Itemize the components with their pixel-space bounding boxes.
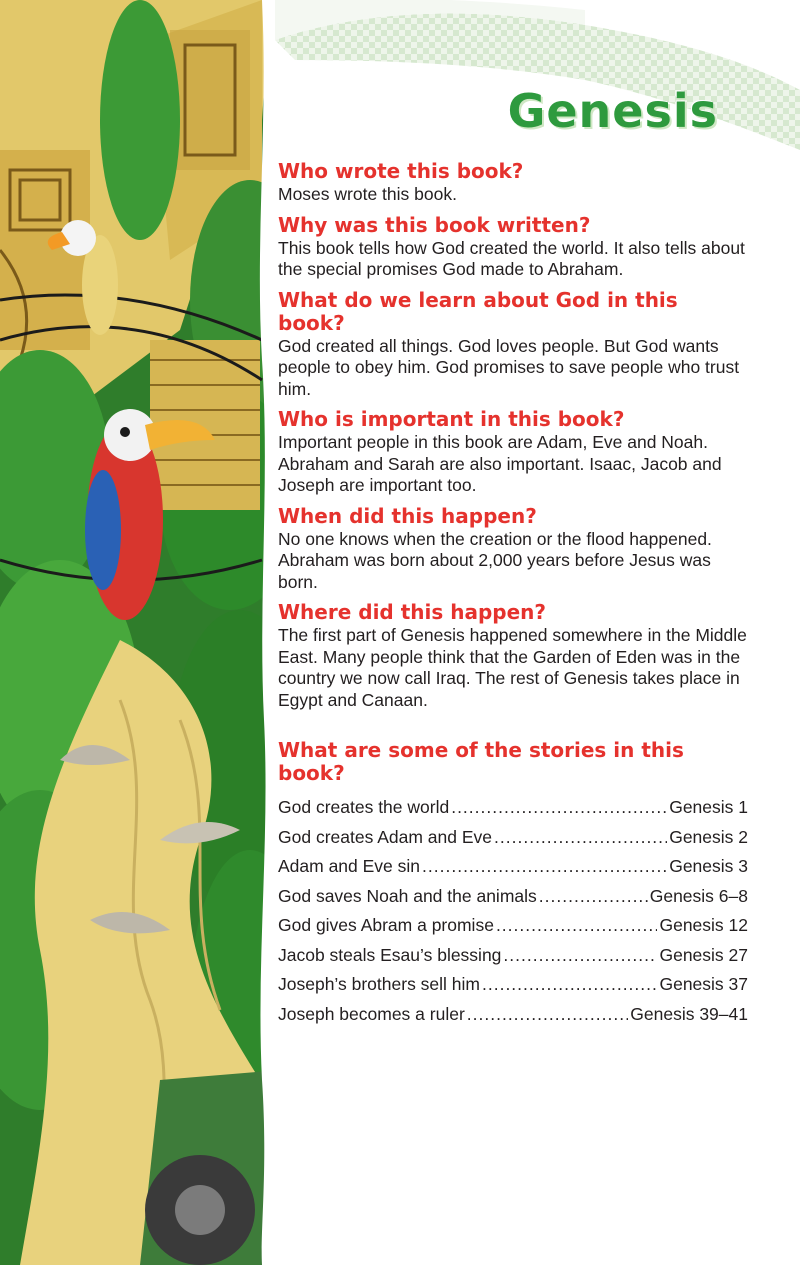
story-reference: Genesis 2 xyxy=(669,826,748,847)
dot-leader xyxy=(496,911,658,941)
story-reference: Genesis 37 xyxy=(659,974,748,994)
section-question: Who wrote this book? xyxy=(278,159,524,183)
story-item xyxy=(278,823,748,853)
section-answer: This book tells how God created the world. It also tells about the special promises God made to Abraham. xyxy=(278,237,745,279)
section-question: When did this happen? xyxy=(278,503,537,528)
stories-heading: What are some of the stories in this book? xyxy=(278,738,684,785)
story-item xyxy=(278,911,748,941)
story-title: God saves Noah and the animals xyxy=(278,885,537,906)
dot-leader xyxy=(494,823,667,853)
section-when xyxy=(278,505,748,594)
section-about-god xyxy=(278,289,748,401)
dot-leader xyxy=(539,882,648,912)
section-question: What do we learn about God in this book? xyxy=(278,287,678,335)
section-author xyxy=(278,160,748,206)
story-title: God creates Adam and Eve xyxy=(278,826,493,847)
story-title: Adam and Eve sin xyxy=(278,856,421,876)
story-item xyxy=(278,1000,748,1030)
stories-list xyxy=(278,793,748,1029)
jungle-illustration xyxy=(0,0,280,1265)
dot-leader xyxy=(503,941,657,971)
story-reference: Genesis 3 xyxy=(669,856,748,876)
book-overview xyxy=(278,160,748,1029)
section-answer: The first part of Genesis happened somewhere in the Middle East. Many people think that the Garden of Eden was in the country we now call Iraq. The rest of Genesis takes place in Egypt and Canaan. xyxy=(278,625,747,710)
story-item xyxy=(278,852,748,882)
dot-leader xyxy=(422,852,667,882)
story-reference: Genesis 12 xyxy=(659,915,748,935)
story-title: Jacob steals Esau’s blessing xyxy=(278,944,502,965)
story-title: God creates the world xyxy=(278,797,450,817)
section-question: Who is important in this book? xyxy=(278,407,625,431)
story-reference: Genesis 1 xyxy=(669,797,748,817)
story-title: Joseph becomes a ruler xyxy=(278,1003,465,1024)
section-question: Why was this book written? xyxy=(278,212,591,237)
story-item xyxy=(278,970,748,1000)
book-title: Genesis xyxy=(507,84,718,138)
story-reference: Genesis 27 xyxy=(659,944,748,965)
story-item xyxy=(278,882,748,912)
section-where xyxy=(278,601,748,711)
section-answer: No one knows when the creation or the flood happened. Abraham was born about 2,000 years before Jesus was born. xyxy=(278,528,712,592)
section-purpose xyxy=(278,214,748,281)
stories-section xyxy=(278,739,748,1029)
section-answer: Important people in this book are Adam, Eve and Noah. Abraham and Sarah are also important. Isaac, Jacob and Joseph are important too. xyxy=(278,432,722,495)
section-answer: God created all things. God loves people. But God wants people to obey him. God promises to save people who trust him. xyxy=(278,335,740,399)
story-title: Joseph’s brothers sell him xyxy=(278,974,480,994)
section-answer: Moses wrote this book. xyxy=(278,184,457,204)
story-reference: Genesis 6–8 xyxy=(649,885,748,906)
section-question: Where did this happen? xyxy=(278,600,546,624)
dot-leader xyxy=(451,793,667,823)
dot-leader xyxy=(467,1000,628,1030)
story-item xyxy=(278,793,748,823)
story-item xyxy=(278,941,748,971)
story-title: God gives Abram a promise xyxy=(278,915,494,935)
story-reference: Genesis 39–41 xyxy=(630,1003,748,1024)
section-people xyxy=(278,408,748,497)
dot-leader xyxy=(482,970,657,1000)
